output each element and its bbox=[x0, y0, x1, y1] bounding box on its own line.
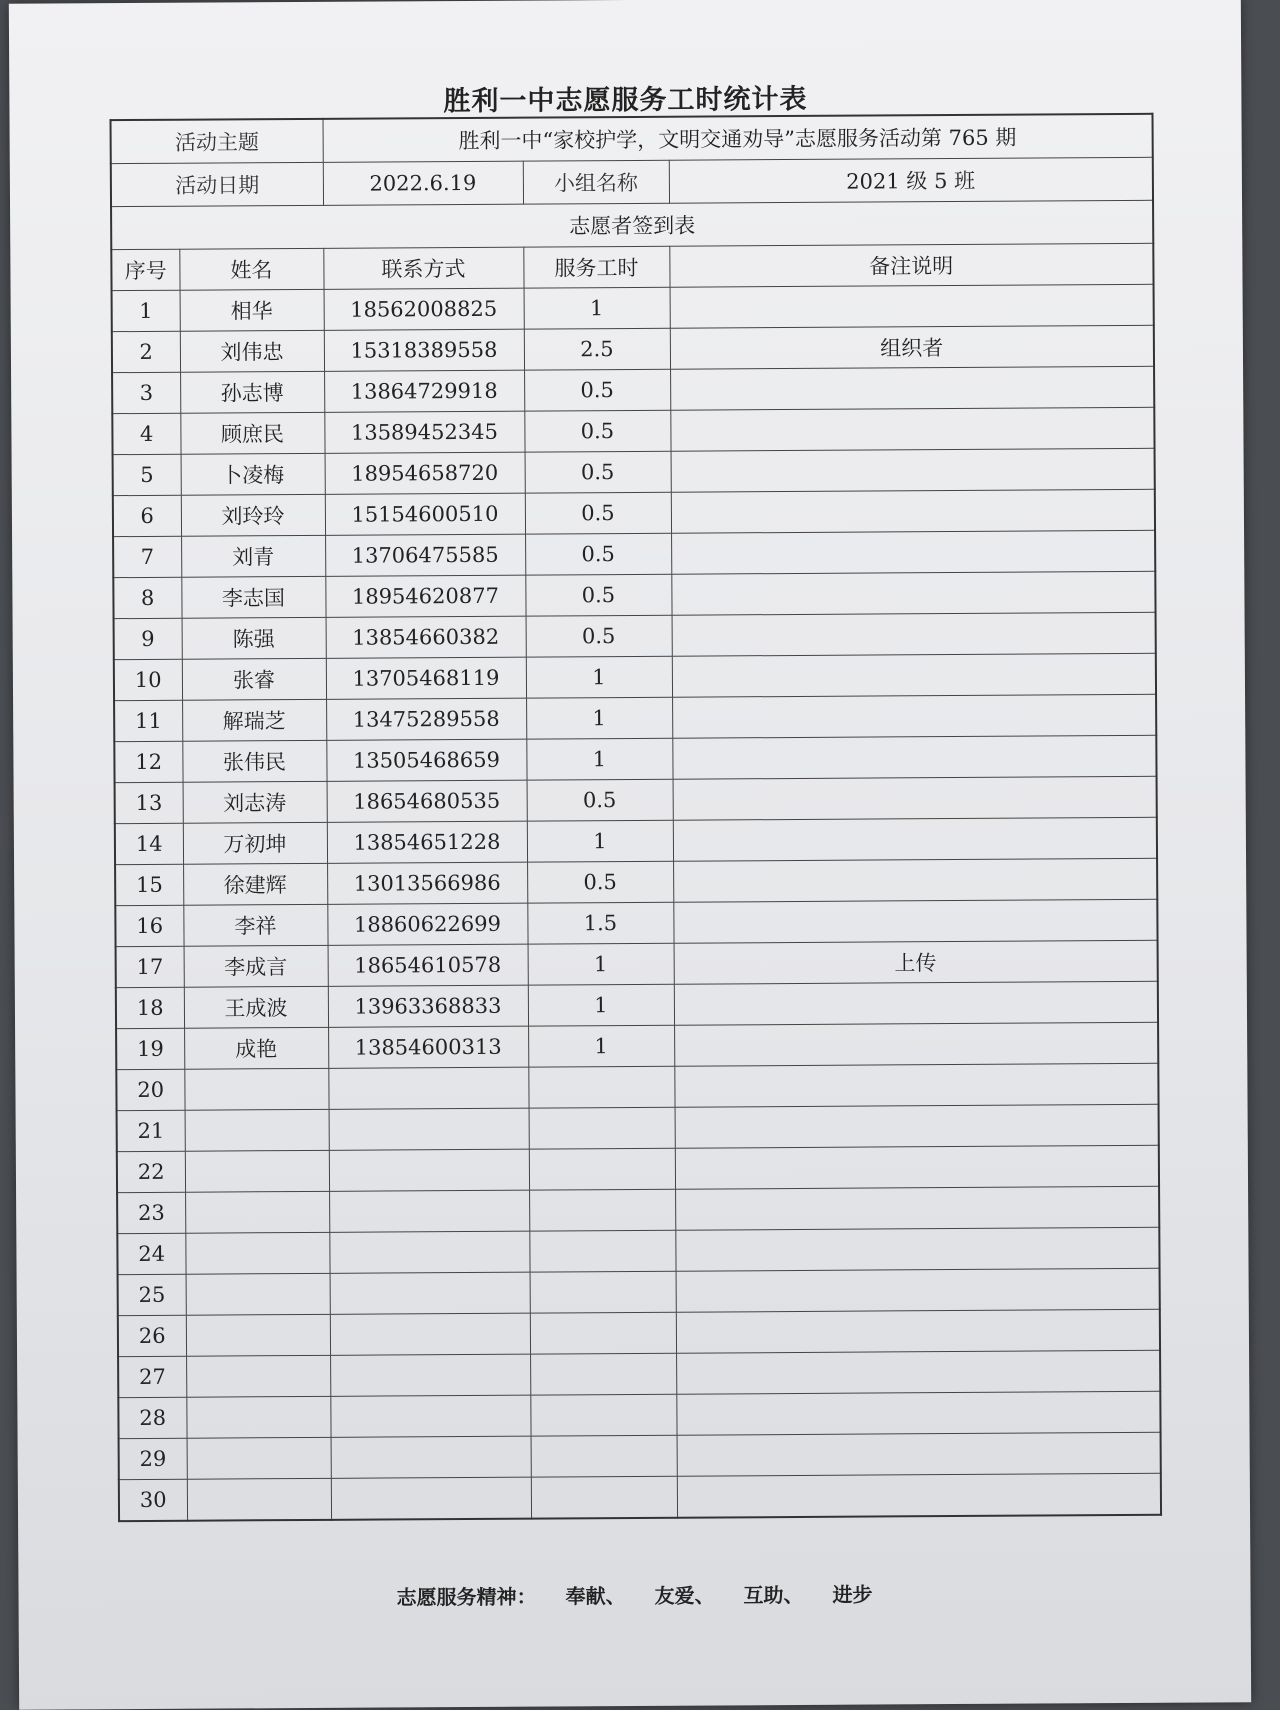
row-number-cell: 30 bbox=[119, 1479, 187, 1521]
note-cell bbox=[673, 858, 1157, 902]
note-cell bbox=[674, 1022, 1158, 1066]
table-row bbox=[118, 1268, 1160, 1315]
section-title: 志愿者签到表 bbox=[111, 200, 1153, 249]
name-cell: 刘志涛 bbox=[183, 781, 327, 823]
table-row bbox=[119, 1473, 1161, 1521]
name-cell bbox=[187, 1478, 331, 1520]
row-number-cell: 24 bbox=[117, 1233, 185, 1274]
note-cell bbox=[672, 694, 1156, 738]
name-cell: 相华 bbox=[180, 289, 324, 331]
note-cell bbox=[674, 1063, 1158, 1107]
note-cell bbox=[675, 1186, 1159, 1230]
hours-cell: 1 bbox=[528, 984, 674, 1026]
table-row bbox=[117, 1104, 1159, 1151]
note-cell bbox=[670, 366, 1154, 410]
table-row bbox=[115, 817, 1157, 864]
row-number-cell: 9 bbox=[114, 618, 182, 659]
row-number-cell: 7 bbox=[113, 536, 181, 577]
table-row bbox=[112, 325, 1154, 372]
phone-cell: 13854660382 bbox=[326, 616, 526, 658]
hours-cell bbox=[530, 1394, 676, 1436]
hours-cell bbox=[529, 1107, 675, 1149]
hours-cell: 0.5 bbox=[525, 492, 671, 534]
volunteer-hours-table bbox=[110, 113, 1163, 1522]
phone-cell: 13589452345 bbox=[324, 411, 524, 453]
note-cell bbox=[676, 1391, 1160, 1435]
row-number-cell: 8 bbox=[113, 577, 181, 618]
phone-cell bbox=[330, 1354, 530, 1396]
date-value: 2022.6.19 bbox=[323, 161, 523, 205]
note-cell bbox=[676, 1268, 1160, 1312]
row-number-cell: 6 bbox=[113, 495, 181, 536]
table-row bbox=[117, 1186, 1159, 1233]
note-cell bbox=[672, 653, 1156, 697]
name-cell: 李志国 bbox=[181, 576, 325, 618]
hours-cell: 0.5 bbox=[525, 533, 671, 575]
paper-sheet bbox=[9, 0, 1251, 1710]
table-row bbox=[116, 940, 1158, 987]
hours-cell: 1 bbox=[526, 738, 672, 780]
name-cell bbox=[185, 1150, 329, 1192]
phone-cell bbox=[328, 1067, 528, 1109]
theme-row bbox=[111, 114, 1153, 164]
table-row bbox=[117, 1145, 1159, 1192]
phone-cell bbox=[330, 1395, 530, 1437]
name-cell bbox=[185, 1232, 329, 1274]
row-number-cell: 2 bbox=[112, 331, 180, 372]
hours-cell: 1 bbox=[528, 1025, 674, 1067]
name-cell bbox=[186, 1355, 330, 1397]
note-cell bbox=[673, 817, 1157, 861]
group-value: 2021 级 5 班 bbox=[669, 157, 1153, 203]
phone-cell bbox=[330, 1272, 530, 1314]
phone-cell: 13505468659 bbox=[326, 739, 526, 781]
phone-cell: 18860622699 bbox=[327, 903, 527, 945]
hours-cell: 0.5 bbox=[526, 615, 672, 657]
name-cell: 王成波 bbox=[184, 986, 328, 1028]
group-label: 小组名称 bbox=[523, 160, 669, 204]
row-number-cell: 29 bbox=[119, 1438, 187, 1479]
hours-cell: 0.5 bbox=[524, 369, 670, 411]
name-cell bbox=[186, 1396, 330, 1438]
table-row bbox=[116, 1022, 1158, 1069]
table-row bbox=[115, 858, 1157, 905]
phone-cell: 13864729918 bbox=[324, 370, 524, 412]
section-title-row bbox=[111, 200, 1153, 249]
footer-value: 进步 bbox=[832, 1582, 873, 1607]
hours-cell: 0.5 bbox=[527, 861, 673, 903]
note-cell bbox=[675, 1145, 1159, 1189]
phone-cell bbox=[329, 1231, 529, 1273]
table-row bbox=[112, 366, 1154, 413]
phone-cell: 13854651228 bbox=[327, 821, 527, 863]
table-row bbox=[117, 1227, 1159, 1274]
row-number-cell: 23 bbox=[117, 1192, 185, 1233]
document-title: 胜利一中志愿服务工时统计表 bbox=[443, 83, 808, 118]
note-cell bbox=[671, 489, 1155, 533]
name-cell: 孙志博 bbox=[180, 371, 324, 413]
phone-cell bbox=[329, 1149, 529, 1191]
phone-cell: 13963368833 bbox=[328, 985, 528, 1027]
note-cell bbox=[677, 1473, 1161, 1517]
table-row bbox=[114, 735, 1156, 782]
theme-label: 活动主题 bbox=[111, 119, 323, 164]
header-name: 姓名 bbox=[179, 248, 323, 290]
hours-cell: 0.5 bbox=[527, 779, 673, 821]
row-number-cell: 19 bbox=[116, 1028, 184, 1069]
row-number-cell: 18 bbox=[116, 987, 184, 1028]
table-row bbox=[113, 489, 1155, 536]
hours-cell: 2.5 bbox=[524, 328, 670, 370]
table-row bbox=[114, 653, 1156, 700]
phone-cell: 13475289558 bbox=[326, 698, 526, 740]
note-cell bbox=[673, 899, 1157, 943]
hours-cell bbox=[529, 1230, 675, 1272]
hours-cell bbox=[531, 1435, 677, 1477]
hours-cell bbox=[530, 1353, 676, 1395]
footer-value: 互助、 bbox=[743, 1582, 804, 1608]
header-hours: 服务工时 bbox=[523, 246, 669, 288]
row-number-cell: 15 bbox=[115, 864, 183, 905]
date-row bbox=[111, 157, 1153, 206]
footer-motto bbox=[18, 1576, 1250, 1613]
header-row bbox=[111, 243, 1153, 290]
phone-cell bbox=[330, 1313, 530, 1355]
theme-value: 胜利一中“家校护学，文明交通劝导”志愿服务活动第 765 期 bbox=[323, 114, 1153, 163]
footer-label: 志愿服务精神： bbox=[396, 1584, 537, 1610]
note-cell bbox=[670, 407, 1154, 451]
name-cell: 成艳 bbox=[184, 1027, 328, 1069]
name-cell: 刘青 bbox=[181, 535, 325, 577]
row-number-cell: 4 bbox=[112, 413, 180, 454]
header-note: 备注说明 bbox=[669, 243, 1153, 287]
header-phone: 联系方式 bbox=[323, 247, 523, 289]
phone-cell: 18654610578 bbox=[328, 944, 528, 986]
hours-cell: 1 bbox=[527, 820, 673, 862]
row-number-cell: 17 bbox=[116, 946, 184, 987]
phone-cell: 13854600313 bbox=[328, 1026, 528, 1068]
hours-cell: 0.5 bbox=[525, 451, 671, 493]
row-number-cell: 21 bbox=[117, 1110, 185, 1151]
table-row bbox=[115, 899, 1157, 946]
phone-cell: 13013566986 bbox=[327, 862, 527, 904]
hours-cell bbox=[528, 1066, 674, 1108]
phone-cell: 15318389558 bbox=[324, 329, 524, 371]
row-number-cell: 20 bbox=[116, 1069, 184, 1110]
name-cell: 张伟民 bbox=[182, 740, 326, 782]
note-cell bbox=[676, 1309, 1160, 1353]
name-cell bbox=[187, 1437, 331, 1479]
name-cell: 张睿 bbox=[182, 658, 326, 700]
name-cell: 李成言 bbox=[184, 945, 328, 987]
hours-cell: 1 bbox=[526, 697, 672, 739]
name-cell bbox=[186, 1314, 330, 1356]
name-cell: 徐建辉 bbox=[183, 863, 327, 905]
note-cell bbox=[671, 571, 1155, 615]
row-number-cell: 28 bbox=[118, 1397, 186, 1438]
name-cell: 陈强 bbox=[182, 617, 326, 659]
table-row bbox=[118, 1309, 1160, 1356]
table-row bbox=[119, 1432, 1161, 1479]
hours-cell: 1 bbox=[528, 943, 674, 985]
hours-cell: 1.5 bbox=[527, 902, 673, 944]
hours-cell: 0.5 bbox=[524, 410, 670, 452]
name-cell bbox=[185, 1191, 329, 1233]
name-cell: 刘玲玲 bbox=[181, 494, 325, 536]
note-cell: 上传 bbox=[674, 940, 1158, 984]
row-number-cell: 5 bbox=[113, 454, 181, 495]
note-cell bbox=[676, 1350, 1160, 1394]
row-number-cell: 11 bbox=[114, 700, 182, 741]
row-number-cell: 14 bbox=[115, 823, 183, 864]
hours-cell: 1 bbox=[524, 287, 670, 329]
table-row bbox=[113, 571, 1155, 618]
row-number-cell: 10 bbox=[114, 659, 182, 700]
phone-cell bbox=[331, 1436, 531, 1478]
hours-cell: 1 bbox=[526, 656, 672, 698]
note-cell bbox=[675, 1227, 1159, 1271]
phone-cell: 13706475585 bbox=[325, 534, 525, 576]
hours-cell bbox=[531, 1476, 677, 1518]
note-cell: 组织者 bbox=[670, 325, 1154, 369]
note-cell bbox=[670, 284, 1154, 328]
phone-cell bbox=[329, 1190, 529, 1232]
name-cell: 解瑞芝 bbox=[182, 699, 326, 741]
hours-cell bbox=[530, 1312, 676, 1354]
note-cell bbox=[674, 981, 1158, 1025]
name-cell: 刘伟忠 bbox=[180, 330, 324, 372]
phone-cell: 18562008825 bbox=[324, 288, 524, 330]
table-row bbox=[112, 284, 1154, 331]
row-number-cell: 22 bbox=[117, 1151, 185, 1192]
table-row bbox=[114, 612, 1156, 659]
row-number-cell: 26 bbox=[118, 1315, 186, 1356]
phone-cell: 15154600510 bbox=[325, 493, 525, 535]
hours-cell: 0.5 bbox=[525, 574, 671, 616]
phone-cell: 13705468119 bbox=[326, 657, 526, 699]
note-cell bbox=[675, 1104, 1159, 1148]
note-cell bbox=[672, 735, 1156, 779]
row-number-cell: 12 bbox=[114, 741, 182, 782]
table-row bbox=[113, 530, 1155, 577]
name-cell bbox=[184, 1068, 328, 1110]
name-cell: 顾庶民 bbox=[180, 412, 324, 454]
row-number-cell: 16 bbox=[115, 905, 183, 946]
name-cell bbox=[185, 1109, 329, 1151]
phone-cell: 18954658720 bbox=[325, 452, 525, 494]
note-cell bbox=[671, 530, 1155, 574]
table-row bbox=[114, 694, 1156, 741]
name-cell bbox=[186, 1273, 330, 1315]
hours-cell bbox=[530, 1271, 676, 1313]
footer-value: 奉献、 bbox=[565, 1584, 626, 1609]
table-row bbox=[115, 776, 1157, 823]
row-number-cell: 13 bbox=[115, 782, 183, 823]
note-cell bbox=[677, 1432, 1161, 1476]
phone-cell bbox=[329, 1108, 529, 1150]
note-cell bbox=[671, 448, 1155, 492]
name-cell: 卜凌梅 bbox=[181, 453, 325, 495]
hours-cell bbox=[529, 1148, 675, 1190]
hours-cell bbox=[529, 1189, 675, 1231]
row-number-cell: 27 bbox=[118, 1356, 186, 1397]
table-row bbox=[118, 1391, 1160, 1438]
table-row bbox=[118, 1350, 1160, 1397]
phone-cell: 18954620877 bbox=[325, 575, 525, 617]
note-cell bbox=[672, 612, 1156, 656]
table-row bbox=[113, 448, 1155, 495]
name-cell: 万初坤 bbox=[183, 822, 327, 864]
note-cell bbox=[673, 776, 1157, 820]
footer-value: 友爱、 bbox=[654, 1583, 715, 1608]
phone-cell: 18654680535 bbox=[327, 780, 527, 822]
table-row bbox=[112, 407, 1154, 454]
row-number-cell: 3 bbox=[112, 372, 180, 413]
name-cell: 李祥 bbox=[183, 904, 327, 946]
table-row bbox=[116, 1063, 1158, 1110]
row-number-cell: 1 bbox=[112, 290, 180, 331]
header-no: 序号 bbox=[111, 249, 179, 290]
row-number-cell: 25 bbox=[118, 1274, 186, 1315]
phone-cell bbox=[331, 1477, 531, 1520]
table-row bbox=[116, 981, 1158, 1028]
date-label: 活动日期 bbox=[111, 162, 323, 206]
